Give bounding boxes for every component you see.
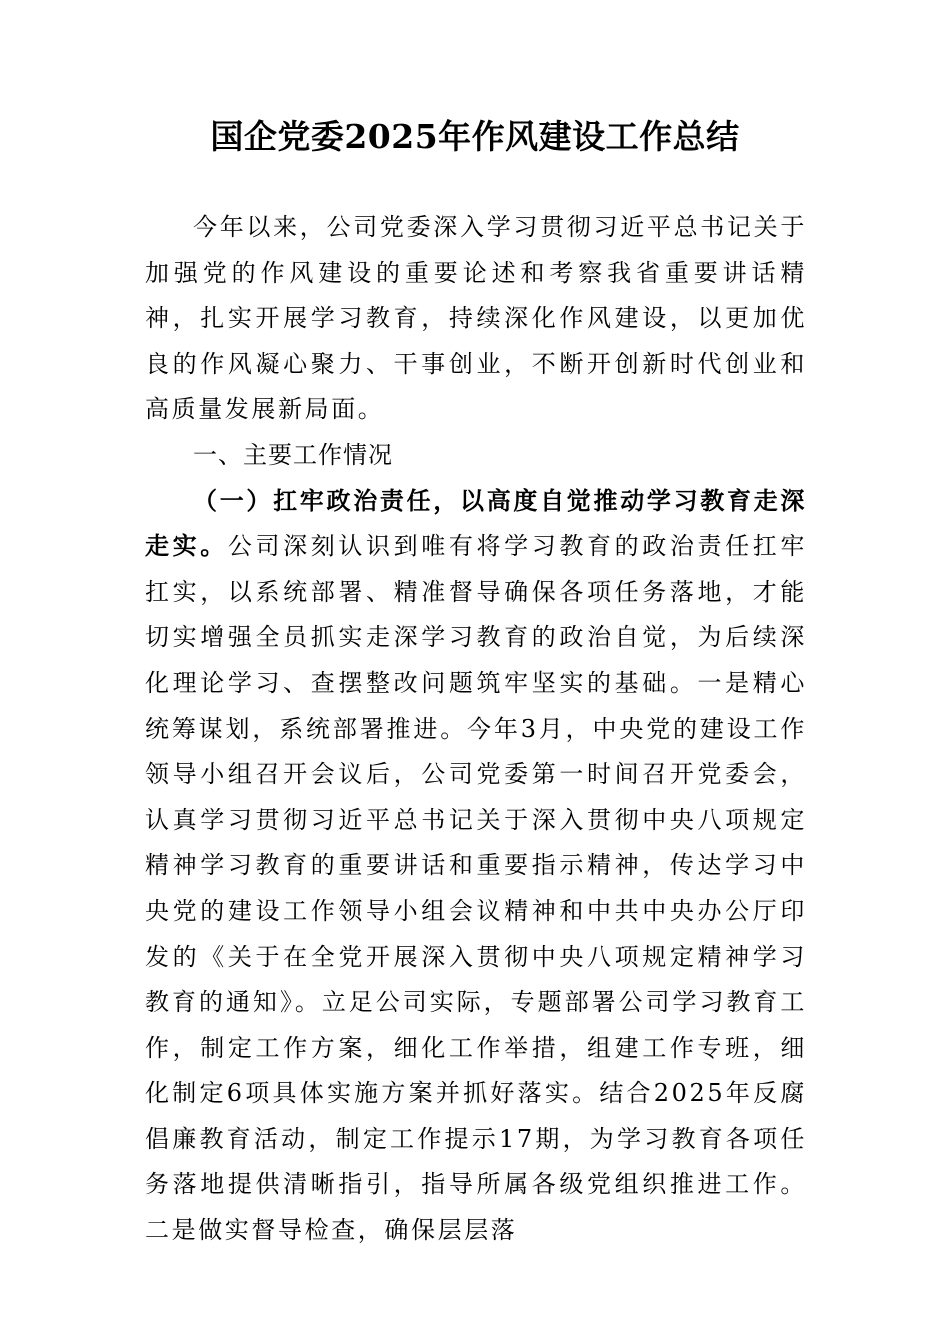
subsection-body: 公司深刻认识到唯有将学习教育的政治责任扛牢扛实，以系统部署、精准督导确保各项任务落地，才能切实增强全员抓实走深学习教育的政治自觉，为后续深化理论学习、查摆整改问题筑牢坚实的基础。一是精心统筹谋划，系统部署推进。今年3月，中央党的建设工作领导小组召开会议后，公司党委第一时间召开党委会，认真学习贯彻习近平总书记关于深入贯彻中央八项规定精神学习教育的重要讲话和重要指示精神，传达学习中央党的建设工作领导小组会议精神和中共中央办公厅印发的《关于在全党开展深入贯彻中央八项规定精神学习教育的通知》。立足公司实际，专题部署公司学习教育工作，制定工作方案，细化工作举措，组建工作专班，细化制定6项具体实施方案并抓好落实。结合2025年反腐倡廉教育活动，制定工作提示17期，为学习教育各项任务落地提供清晰指引，指导所属各级党组织推进工作。二是做实督导检查，确保层层落: [145, 532, 807, 1245]
intro-paragraph: 今年以来，公司党委深入学习贯彻习近平总书记关于加强党的作风建设的重要论述和考察我省重要讲话精神，扎实开展学习教育，持续深化作风建设，以更加优良的作风凝心聚力、干事创业，不断开创新时代创业和高质量发展新局面。: [145, 213, 807, 424]
subsection-lead: （一）扛牢政治责任，以高度自觉推动学习教育走深走实。: [145, 486, 807, 561]
subsection-paragraph: [145, 479, 807, 1254]
document-title: 国企党委2025年作风建设工作总结: [210, 117, 740, 156]
document-body: [145, 205, 807, 1254]
section-heading: 一、主要工作情况: [193, 440, 393, 469]
